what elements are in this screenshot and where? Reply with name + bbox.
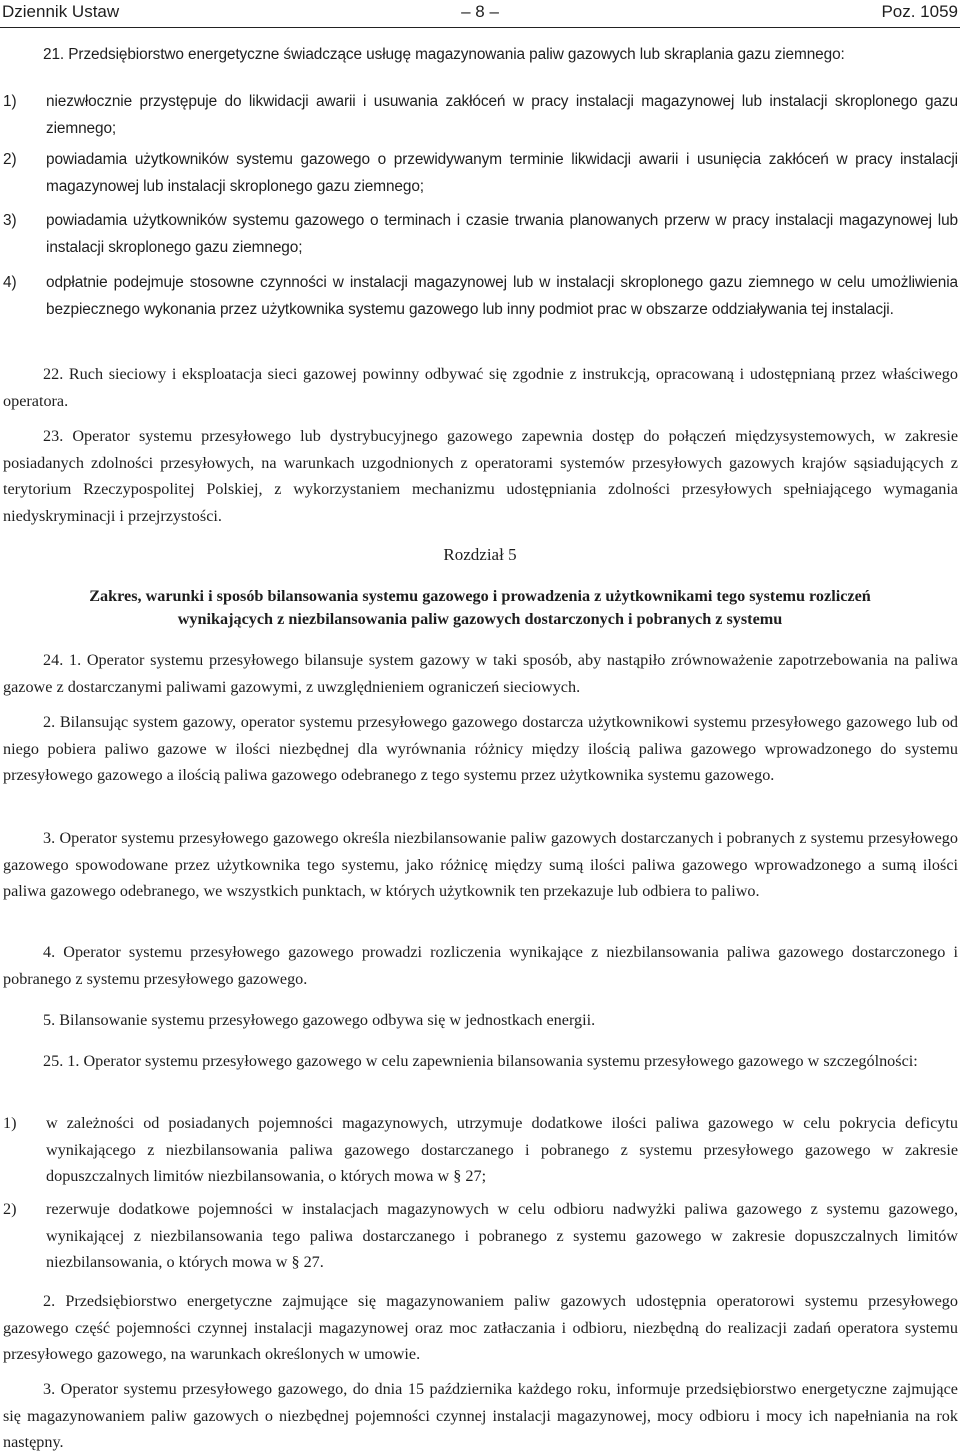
section-25-item-1 [3,1110,958,1190]
item-number: 4) [3,274,17,291]
chapter-title-line-1: Zakres, warunki i sposób bilansowania systemu gazowego i prowadzenia z użytkownikami tego systemu rozliczeń [89,587,871,605]
section-25-paragraph-3: 3. Operator systemu przesyłowego gazowego, do dnia 15 października każdego roku, informuje przedsiębiorstwo energetyczne zajmujące się magazynowaniem paliw gazowych o niezbędnej pojemności czynnej instalacji magazynowej, mocy odbioru i mocy ich napełniania na rok następny. [3,1380,958,1451]
header-rule [0,27,960,28]
item-number: 1) [3,93,17,110]
chapter-title-line-2: wynikających z niezbilansowania paliw gazowych dostarczonych i pobranych z systemu [177,610,783,628]
page-header [0,0,960,24]
section-25-item-2 [3,1196,958,1276]
position-number: Poz. 1059 [881,2,958,21]
item-number: 2) [3,151,17,168]
journal-title: Dziennik Ustaw [2,2,120,21]
section-24-paragraph-2: 2. Bilansując system gazowy, operator systemu przesyłowego gazowego dostarcza użytkownikowi systemu przesyłowego gazowego lub od niego pobiera paliwo gazowe w ilości niezbędnej dla wyrównania różnicy między ilością paliwa gazowego wprowadzonego do systemu przesyłowego gazowego a ilością paliwa gazowego odebranego z tego systemu przez użytkownika systemu gazowego. [3,713,958,784]
section-21-item-2 [3,147,958,200]
section-24-paragraph-1: 24. 1. Operator systemu przesyłowego bilansuje system gazowy w taki sposób, aby nastąpiło zrównoważenie zapotrzebowania na paliwa gazowe z dostarczanymi paliwami gazowymi, z uwzględnieniem ograniczeń sieciowych. [3,651,958,696]
section-21-intro: 21. Przedsiębiorstwo energetyczne świadczące usługę magazynowania paliw gazowych lub skraplania gazu ziemnego: [43,46,845,63]
item-text: niezwłocznie przystępuje do likwidacji awarii i usuwania zakłóceń w pracy instalacji magazynowej lub instalacji skroplonego gazu ziemnego; [46,93,958,137]
page-number: – 8 – [461,2,499,21]
chapter-label: Rozdział 5 [443,545,517,564]
section-21-item-3 [3,208,958,261]
section-21-item-1 [3,89,958,142]
item-number: 2) [3,1200,17,1218]
section-22: 22. Ruch sieciowy i eksploatacja sieci gazowej powinny odbywać się zgodnie z instrukcją, opracowaną i udostępnianą przez właściwego operatora. [3,365,958,410]
item-number: 1) [3,1114,17,1132]
section-23: 23. Operator systemu przesyłowego lub dystrybucyjnego gazowego zapewnia dostęp do połączeń międzysystemowych, w zakresie posiadanych zdolności przesyłowych, na warunkach uzgodnionych z operatorami systemów przesyłowych gazowych krajów sąsiadujących z terytorium Rzeczypospolitej Polskiej, z wykorzystaniem mechanizmu udostępniania zdolności przesyłowych spełniającego wymagania niedyskryminacji i przejrzystości. [3,427,958,525]
item-number: 3) [3,212,17,229]
section-24-paragraph-5: 5. Bilansowanie systemu przesyłowego gazowego odbywa się w jednostkach energii. [43,1011,596,1029]
section-24-paragraph-4: 4. Operator systemu przesyłowego gazowego prowadzi rozliczenia wynikające z niezbilansowania paliwa gazowego dostarczonego i pobranego z systemu przesyłowego gazowego. [3,943,958,988]
item-text: odpłatnie podejmuje stosowne czynności w instalacji magazynowej lub w instalacji skroplonego gazu ziemnego w celu umożliwienia bezpiecznego wykonania przez użytkownika systemu gazowego lub inny podmiot prac w obszarze oddziaływania tej instalacji. [46,274,958,318]
section-24-paragraph-3: 3. Operator systemu przesyłowego gazowego określa niezbilansowanie paliw gazowych dostarczanych i pobranych z systemu przesyłowego gazowego spowodowane przez użytkownika tego systemu, jako różnicę między sumą ilości paliwa gazowego wprowadzonego a sumą ilości paliwa gazowego odebranego, we wszystkich punktach, w których użytkownik ten przekazuje lub odbiera to paliwo. [3,829,958,900]
item-text: powiadamia użytkowników systemu gazowego o terminach i czasie trwania planowanych przerw w pracy instalacji magazynowej lub instalacji skroplonego gazu ziemnego; [46,212,958,256]
item-text: powiadamia użytkowników systemu gazowego o przewidywanym terminie likwidacji awarii i usunięcia zakłóceń w pracy instalacji magazynowej lub instalacji skroplonego gazu ziemnego; [46,151,958,195]
item-text: w zależności od posiadanych pojemności magazynowych, utrzymuje dodatkowe ilości paliwa gazowego w celu pokrycia deficytu wynikającego z niezbilansowania paliwa gazowego dostarczanego i pobranego z systemu przesyłowego gazowego w zakresie dopuszczalnych limitów niezbilansowania, o których mowa w § 27; [46,1114,958,1185]
section-21-item-4 [3,270,958,323]
section-25-paragraph-1: 25. 1. Operator systemu przesyłowego gazowego w celu zapewnienia bilansowania systemu przesyłowego gazowego w szczególności: [43,1052,918,1070]
section-25-paragraph-2: 2. Przedsiębiorstwo energetyczne zajmujące się magazynowaniem paliw gazowych udostępnia operatorowi systemu przesyłowego gazowego część pojemności czynnej instalacji magazynowej oraz moc zatłaczania i odbioru, niezbędną do realizacji zadań operatora systemu przesyłowego gazowego, na warunkach określonych w umowie. [3,1292,958,1363]
item-text: rezerwuje dodatkowe pojemności w instalacjach magazynowych w celu odbioru nadwyżki paliwa gazowego z systemu gazowego, wynikającej z niezbilansowania tego paliwa dostarczanego i pobranego z systemu gazowego w zakresie dopuszczalnych limitów niezbilansowania, o których mowa w § 27. [46,1200,958,1271]
